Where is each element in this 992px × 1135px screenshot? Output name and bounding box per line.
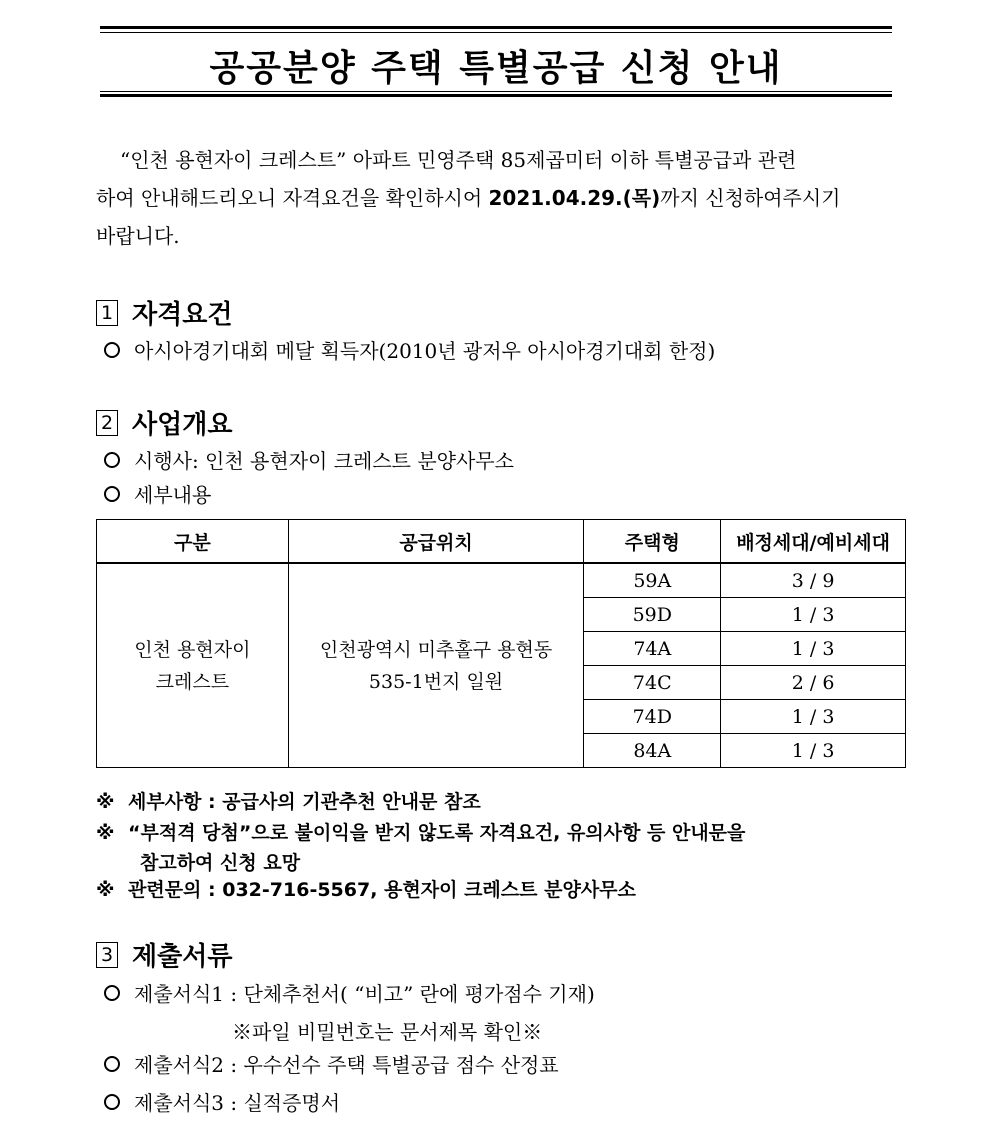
- bullet-text: 세부내용: [134, 483, 212, 507]
- note-1-text: 세부사항 : 공급사의 기관추천 안내문 참조: [128, 791, 481, 813]
- location-cell: [288, 563, 584, 768]
- allocation-cell: 3 / 9: [721, 563, 906, 598]
- reference-mark-icon: ※: [96, 879, 115, 901]
- title-rule-bottom-thick: [100, 94, 892, 97]
- section-3-heading: [96, 936, 232, 973]
- section-2-bullet-2: [104, 479, 211, 508]
- section-2-heading: [96, 404, 232, 441]
- intro-line-2-post: 까지 신청하여주시기: [660, 186, 841, 210]
- intro-line-3: 바랍니다.: [96, 224, 180, 248]
- division-line-1: 인천 용현자이: [134, 638, 251, 661]
- location-line-1: 인천광역시 미추홀구 용현동: [319, 638, 553, 661]
- note-3-text: 관련문의 : 032-716-5567, 용현자이 크레스트 분양사무소: [128, 879, 636, 901]
- deadline-date: 2021.04.29.(목): [488, 186, 661, 210]
- section-1-bullet-1: [104, 335, 715, 364]
- section-1-title: 자격요건: [132, 300, 233, 330]
- circle-bullet-icon: [104, 486, 120, 502]
- note-2-line-1: “부적격 당첨”으로 불이익을 받지 않도록 자격요건, 유의사항 등 안내문을: [128, 822, 746, 844]
- title-rule-bottom-thin: [100, 91, 892, 92]
- section-2-title: 사업개요: [132, 410, 233, 440]
- title-rule-top-thin: [100, 32, 892, 33]
- intro-line-1: “인천 용현자이 크레스트” 아파트 민영주택 85제곱미터 이하 특별공급과 관련: [120, 148, 797, 172]
- header-division: 구분: [97, 520, 289, 564]
- house-type-cell: 84A: [584, 734, 721, 768]
- circle-bullet-icon: [104, 985, 120, 1001]
- allocation-cell: 2 / 6: [721, 666, 906, 700]
- bullet-text: 제출서식1 : 단체추천서( “비고” 란에 평가점수 기재): [134, 982, 595, 1006]
- header-allocation: 배정세대/예비세대: [721, 520, 906, 564]
- note-2-line-2: 참고하여 신청 요망: [140, 852, 301, 874]
- division-line-2: 크레스트: [155, 670, 230, 693]
- note-1: [96, 787, 481, 817]
- allocation-cell: 1 / 3: [721, 598, 906, 632]
- section-1-number: 1: [96, 300, 118, 326]
- division-cell: [97, 563, 289, 768]
- section-1-heading: [96, 294, 232, 331]
- note-3: [96, 875, 636, 905]
- page-title: 공공분양 주택 특별공급 신청 안내: [209, 48, 783, 89]
- table-header-row: [97, 520, 906, 564]
- header-house-type: 주택형: [584, 520, 721, 564]
- allocation-cell: 1 / 3: [721, 700, 906, 734]
- table-row: [97, 563, 906, 598]
- bullet-text: 제출서식3 : 실적증명서: [134, 1091, 341, 1115]
- bullet-text: 아시아경기대회 메달 획득자(2010년 광저우 아시아경기대회 한정): [134, 339, 716, 363]
- note-2: [96, 818, 902, 878]
- intro-line-2-pre: 하여 안내해드리오니 자격요건을 확인하시어: [96, 186, 489, 210]
- header-location: 공급위치: [288, 520, 584, 564]
- password-note: ※파일 비밀번호는 문서제목 확인※: [232, 1020, 543, 1044]
- section-3-bullet-1: [104, 978, 595, 1007]
- title-rule-top-thick: [100, 26, 892, 29]
- intro-line-2: [96, 179, 896, 217]
- reference-mark-icon: ※: [96, 822, 115, 844]
- circle-bullet-icon: [104, 452, 120, 468]
- section-3-number: 3: [96, 942, 118, 968]
- bullet-text: 시행사: 인천 용현자이 크레스트 분양사무소: [134, 449, 514, 473]
- section-3-bullet-2: [104, 1049, 559, 1078]
- circle-bullet-icon: [104, 342, 120, 358]
- intro-paragraph: [96, 141, 896, 255]
- reference-mark-icon: ※: [96, 791, 115, 813]
- allocation-cell: 1 / 3: [721, 734, 906, 768]
- house-type-cell: 74C: [584, 666, 721, 700]
- house-type-cell: 74D: [584, 700, 721, 734]
- allocation-cell: 1 / 3: [721, 632, 906, 666]
- section-2-bullet-1: [104, 445, 514, 474]
- supply-detail-table: [96, 519, 906, 768]
- house-type-cell: 59A: [584, 563, 721, 598]
- house-type-cell: 59D: [584, 598, 721, 632]
- circle-bullet-icon: [104, 1094, 120, 1110]
- section-3-bullet-3: [104, 1087, 340, 1116]
- section-2-number: 2: [96, 410, 118, 436]
- location-line-2: 535-1번지 일원: [368, 670, 504, 693]
- section-3-title: 제출서류: [132, 942, 233, 972]
- house-type-cell: 74A: [584, 632, 721, 666]
- circle-bullet-icon: [104, 1056, 120, 1072]
- bullet-text: 제출서식2 : 우수선수 주택 특별공급 점수 산정표: [134, 1053, 559, 1077]
